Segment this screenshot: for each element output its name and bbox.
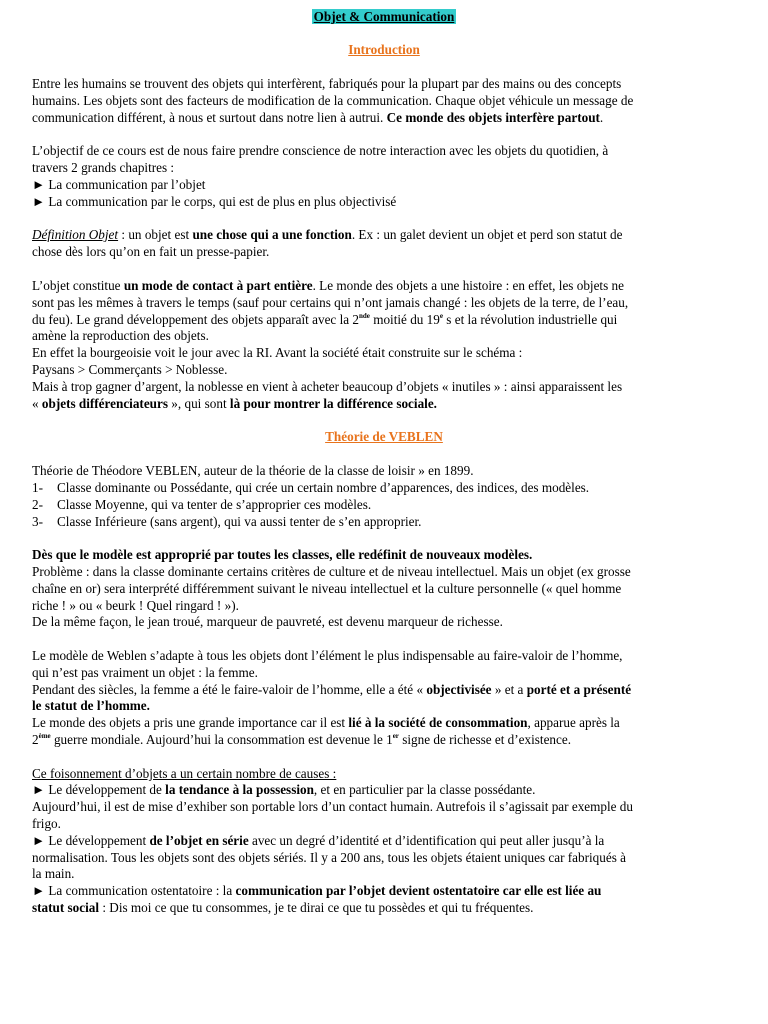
v3-line-5: Le monde des objets a pris une grande importance car il est lié à la société de consommation, apparue après la [32, 715, 620, 730]
p4-line-4: amène la reproduction des objets. [32, 328, 209, 343]
heading-veblen: Théorie de VEBLEN [325, 429, 443, 444]
v3-line-2: qui n’est pas vraiment un objet : la femme. [32, 665, 258, 680]
list-number-3: 3- [32, 514, 43, 529]
v3-line-4: le statut de l’homme. [32, 698, 150, 713]
heading-introduction-line [0, 42, 768, 59]
bullet-item-1: ► La communication par l’objet [32, 177, 206, 192]
arrow-bullet-icon: ► [32, 833, 46, 848]
arrow-bullet-icon: ► [32, 782, 46, 797]
doc-title: Objet & Communication [313, 9, 455, 24]
p4-line-7: Mais à trop gagner d’argent, la noblesse en vient à acheter beaucoup d’objets « inutiles » : ainsi apparaissent les [32, 379, 623, 394]
p4-line-5: En effet la bourgeoisie voit le jour avec la RI. Avant la société était construite sur le schéma : [32, 345, 523, 360]
list-item-3: Classe Inférieure (sans argent), qui va aussi tenter de s’en approprier. [57, 514, 422, 529]
arrow-bullet-icon: ► [32, 883, 46, 898]
doc-title-line [0, 9, 768, 26]
v2-line-3: chaîne en or) sera interprété différemment suivant le niveau intellectuel et la culture personnelle (« quel homme [32, 581, 622, 596]
v4-line-4: frigo. [32, 816, 61, 831]
arrow-bullet-icon: ► [32, 194, 46, 209]
v3-line-3: Pendant des siècles, la femme a été le faire-valoir de l’homme, elle a été « objectivisée » et a porté et a présenté [32, 682, 632, 697]
v4-line-6: normalisation. Tous les objets sont des objets sériés. Il y a 200 ans, tous les objets étaient uniques car fabriqués à [32, 850, 626, 865]
list-item-2: Classe Moyenne, qui va tenter de s’approprier ces modèles. [57, 497, 372, 512]
v4-line-1: Ce foisonnement d’objets a un certain nombre de causes : [32, 766, 337, 781]
p4-line-1: L’objet constitue un mode de contact à part entière. Le monde des objets a une histoire : en effet, les objets ne [32, 278, 624, 293]
v4-line-3: Aujourd’hui, il est de mise d’exhiber son portable lors d’un contact humain. Autrefois il s’agissait par exemple du [32, 799, 633, 814]
p4-line-8: « objets différenciateurs », qui sont là pour montrer la différence sociale. [32, 396, 437, 411]
heading-veblen-line [0, 429, 768, 446]
p3-line-1: Définition Objet : un objet est une chose qui a une fonction. Ex : un galet devient un objet et perd son statut de [32, 227, 623, 242]
p2-line-1: L’objectif de ce cours est de nous faire prendre conscience de notre interaction avec les objets du quotidien, à [32, 143, 609, 158]
v4-line-9: statut social : Dis moi ce que tu consommes, je te dirai ce que tu possèdes et qui tu fréquentes. [32, 900, 534, 915]
p1-line-1: Entre les humains se trouvent des objets qui interfèrent, fabriqués pour la plupart par des mains ou des concepts [32, 76, 622, 91]
v2-line-1: Dès que le modèle est approprié par toutes les classes, elle redéfinit de nouveaux modèles. [32, 547, 533, 562]
list-item-1: Classe dominante ou Possédante, qui crée un certain nombre d’apparences, des indices, des modèles. [57, 480, 590, 495]
list-number-1: 1- [32, 480, 43, 495]
p4-line-3: du feu). Le grand développement des objets apparaît avec la 2nde moitié du 19e s et la révolution industrielle qui [32, 312, 618, 327]
veblen-intro: Théorie de Théodore VEBLEN, auteur de la théorie de la classe de loisir » en 1899. [32, 463, 474, 478]
v2-line-5: De la même façon, le jean troué, marqueur de pauvreté, est devenu marqueur de richesse. [32, 614, 503, 629]
v3-line-1: Le modèle de Weblen s’adapte à tous les objets dont l’élément le plus indispensable au faire-valoir de l’homme, [32, 648, 623, 663]
bullet-item-2: ► La communication par le corps, qui est de plus en plus objectivisé [32, 194, 397, 209]
list-number-2: 2- [32, 497, 43, 512]
p4-line-2: sont pas les mêmes à travers le temps (sauf pour certains qui n’ont jamais changé : les objets de la terre, de l’eau, [32, 295, 629, 310]
p3-line-2: chose dès lors qu’on en fait un presse-papier. [32, 244, 270, 259]
p2-line-2: travers 2 grands chapitres : [32, 160, 175, 175]
v4-line-5: ► Le développement de l’objet en série avec un degré d’identité et d’identification qui peut aller jusqu’à la [32, 833, 605, 848]
p4-line-6: Paysans > Commerçants > Noblesse. [32, 362, 228, 377]
v2-line-2: Problème : dans la classe dominante certains critères de culture et de niveau intellectuel. Mais un objet (ex grosse [32, 564, 631, 579]
v4-line-7: la main. [32, 866, 75, 881]
v2-line-4: riche ! » ou « beurk ! Quel ringard ! »). [32, 598, 239, 613]
heading-introduction: Introduction [348, 42, 420, 57]
v4-line-8: ► La communication ostentatoire : la communication par l’objet devient ostentatoire car elle est liée au [32, 883, 602, 898]
p1-line-3: communication différent, à nous et surtout dans notre lien à autrui. Ce monde des objets interfère partout. [32, 110, 604, 125]
v4-line-2: ► Le développement de la tendance à la possession, et en particulier par la classe possédante. [32, 782, 536, 797]
p1-line-2: humains. Les objets sont des facteurs de modification de la communication. Chaque objet véhicule un message de [32, 93, 634, 108]
v3-line-6: 2ème guerre mondiale. Aujourd’hui la consommation est devenue le 1er signe de richesse et d’existence. [32, 732, 572, 747]
arrow-bullet-icon: ► [32, 177, 46, 192]
